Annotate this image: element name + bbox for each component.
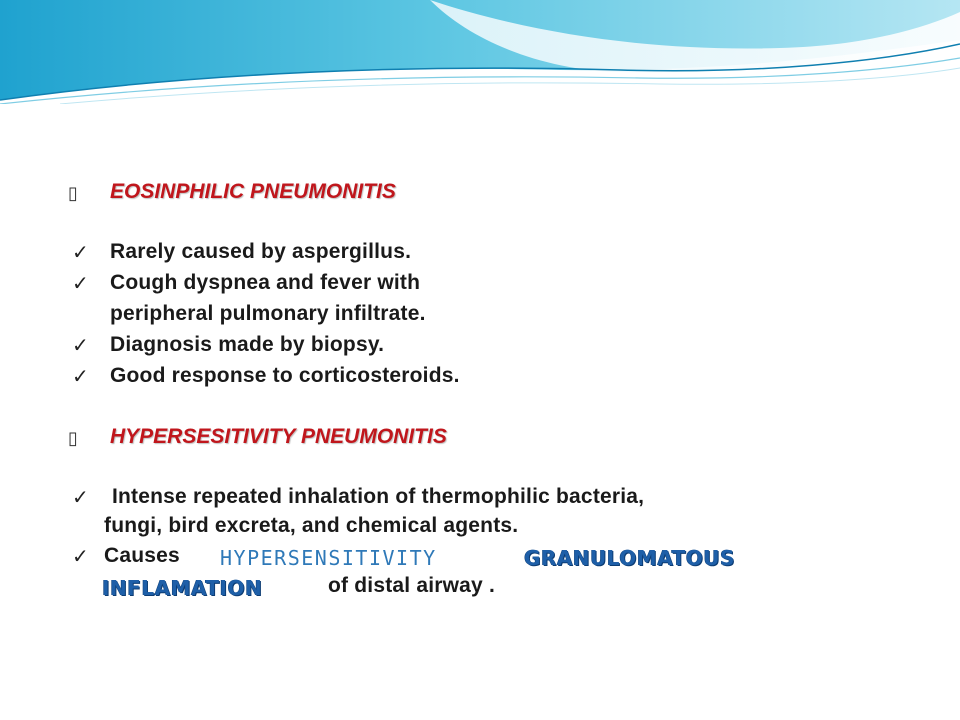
check-icon: ✓ <box>72 485 89 509</box>
section2-bullet-1-continued: fungi, bird excreta, and chemical agents. <box>104 514 519 537</box>
highlight-hypersensitivity: HYPERSENSITIVITY <box>220 546 437 570</box>
section1-heading: EOSINPHILIC PNEUMONITIS <box>110 180 396 203</box>
highlight-inflamation: INFLAMATION <box>102 576 263 600</box>
section1-bullet-1: Rarely caused by aspergillus. <box>110 240 412 263</box>
section2-bullet-2-prefix: Causes <box>104 544 180 567</box>
check-icon: ✓ <box>72 271 89 295</box>
section2-heading: HYPERSESITIVITY PNEUMONITIS <box>110 425 447 448</box>
check-icon: ✓ <box>72 333 89 357</box>
section2-bullet-2-suffix: of distal airway . <box>328 574 495 597</box>
check-icon: ✓ <box>72 240 89 264</box>
check-icon: ✓ <box>72 364 89 388</box>
section2-bullet-1: Intense repeated inhalation of thermophilic bacteria, <box>112 485 645 508</box>
section1-bullet-3: Diagnosis made by biopsy. <box>110 333 385 356</box>
section1-bullet-2-continued: peripheral pulmonary infiltrate. <box>110 302 426 325</box>
box-bullet-icon: ▯ <box>68 428 78 448</box>
section1-bullet-2: Cough dyspnea and fever with <box>110 271 421 294</box>
box-bullet-icon: ▯ <box>68 183 78 203</box>
section1-bullet-4: Good response to corticosteroids. <box>110 364 460 387</box>
check-icon: ✓ <box>72 544 89 568</box>
highlight-granulomatous: GRANULOMATOUS <box>524 546 735 570</box>
